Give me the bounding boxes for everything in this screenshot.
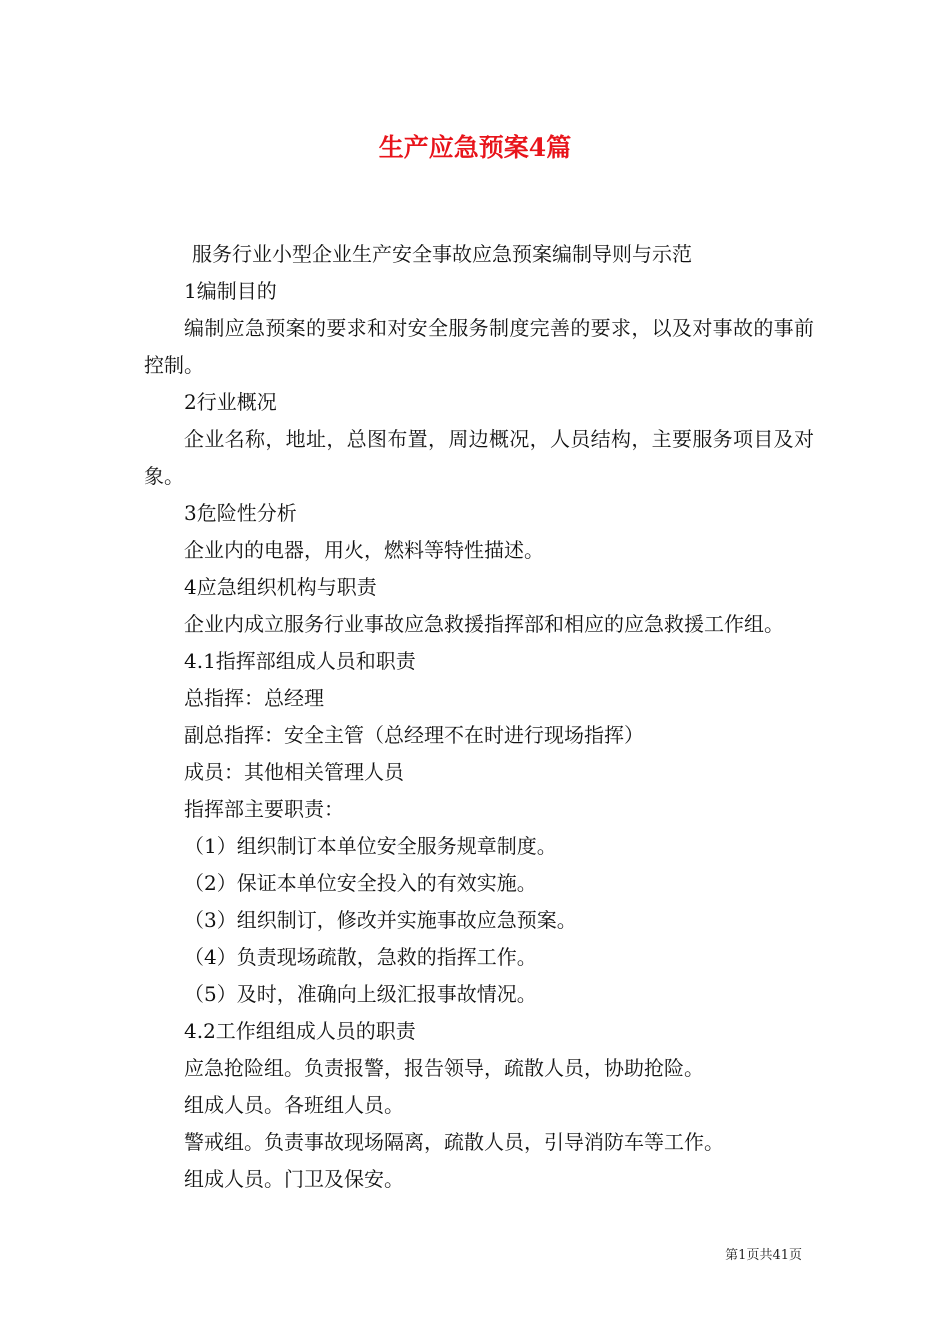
paragraph: 组成人员。门卫及保安。	[184, 1167, 404, 1191]
paragraph: 总指挥：总经理	[184, 686, 324, 710]
paragraph: 指挥部主要职责：	[184, 797, 344, 821]
paragraph: 组成人员。各班组人员。	[184, 1093, 404, 1117]
list-item: （2）保证本单位安全投入的有效实施。	[184, 871, 537, 895]
paragraph: 成员：其他相关管理人员	[184, 760, 404, 784]
page-number: 第1页共41页	[725, 1248, 802, 1263]
document-body	[144, 236, 814, 1198]
section-heading: 2行业概况	[184, 390, 277, 414]
paragraph: 副总指挥：安全主管（总经理不在时进行现场指挥）	[184, 723, 644, 747]
document-title: 生产应急预案4篇	[378, 133, 572, 162]
section-heading: 4.1指挥部组成人员和职责	[184, 649, 416, 673]
paragraph: 编制应急预案的要求和对安全服务制度完善的要求，以及对事故的事前控制。	[144, 316, 814, 377]
paragraph: 服务行业小型企业生产安全事故应急预案编制导则与示范	[192, 242, 692, 266]
list-item: （3）组织制订，修改并实施事故应急预案。	[184, 908, 577, 932]
paragraph: 警戒组。负责事故现场隔离，疏散人员，引导消防车等工作。	[184, 1130, 724, 1154]
section-heading: 3危险性分析	[184, 501, 297, 525]
section-heading: 1编制目的	[184, 279, 277, 303]
section-heading: 4.2工作组组成人员的职责	[184, 1019, 416, 1043]
section-heading: 4应急组织机构与职责	[184, 575, 377, 599]
paragraph: 应急抢险组。负责报警，报告领导，疏散人员，协助抢险。	[184, 1056, 704, 1080]
paragraph: 企业名称，地址，总图布置，周边概况，人员结构，主要服务项目及对象。	[144, 427, 814, 488]
paragraph: 企业内成立服务行业事故应急救援指挥部和相应的应急救援工作组。	[184, 612, 784, 636]
list-item: （1）组织制订本单位安全服务规章制度。	[184, 834, 557, 858]
list-item: （4）负责现场疏散，急救的指挥工作。	[184, 945, 537, 969]
list-item: （5）及时，准确向上级汇报事故情况。	[184, 982, 537, 1006]
paragraph: 企业内的电器，用火，燃料等特性描述。	[184, 538, 544, 562]
